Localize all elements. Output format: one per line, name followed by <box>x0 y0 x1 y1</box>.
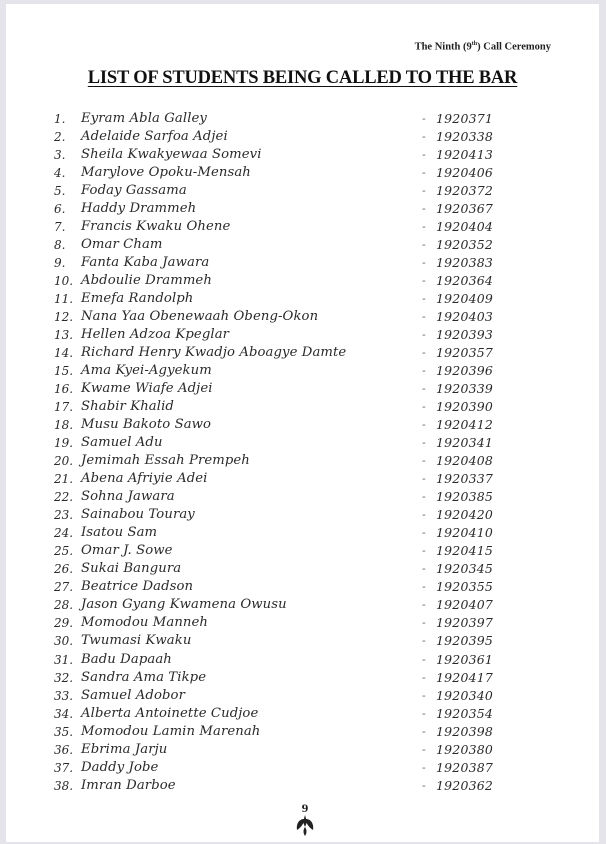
separator-dash: - <box>422 148 426 161</box>
student-row <box>6 560 599 578</box>
student-number: 35. <box>54 725 74 739</box>
student-number: 36. <box>54 743 74 757</box>
student-name: Ebrima Jarju <box>81 742 168 757</box>
separator-dash: - <box>422 382 426 395</box>
separator-dash: - <box>422 274 426 287</box>
separator-dash: - <box>422 725 426 738</box>
student-number: 10. <box>54 274 74 288</box>
registration-number: 1920337 <box>436 471 494 486</box>
student-number: 6. <box>54 202 66 216</box>
separator-dash: - <box>422 184 426 197</box>
registration-number: 1920390 <box>436 399 494 414</box>
student-number: 28. <box>54 598 74 612</box>
student-name: Musu Bakoto Sawo <box>81 417 212 432</box>
student-name: Marylove Opoku-Mensah <box>81 165 251 180</box>
student-number: 27. <box>54 580 74 594</box>
separator-dash: - <box>422 436 426 449</box>
student-row <box>6 669 599 687</box>
student-number: 24. <box>54 526 74 540</box>
student-row <box>6 218 599 236</box>
student-row <box>6 723 599 741</box>
ceremony-superscript: th <box>471 41 478 47</box>
student-name: Abdoulie Drammeh <box>81 273 212 288</box>
student-name: Sheila Kwakyewaa Somevi <box>81 147 262 162</box>
student-name: Omar Cham <box>81 237 163 252</box>
registration-number: 1920372 <box>436 183 494 198</box>
student-name: Isatou Sam <box>81 525 158 540</box>
student-number: 37. <box>54 761 74 775</box>
student-number: 14. <box>54 346 74 360</box>
separator-dash: - <box>422 526 426 539</box>
separator-dash: - <box>422 472 426 485</box>
student-name: Francis Kwaku Ohene <box>81 219 231 234</box>
student-name: Shabir Khalid <box>81 399 174 414</box>
separator-dash: - <box>422 220 426 233</box>
student-name: Samuel Adu <box>81 435 163 450</box>
document-page <box>6 4 599 842</box>
registration-number: 1920345 <box>436 561 494 576</box>
registration-number: 1920383 <box>436 255 494 270</box>
student-number: 16. <box>54 382 74 396</box>
separator-dash: - <box>422 544 426 557</box>
separator-dash: - <box>422 671 426 684</box>
student-name: Sohna Jawara <box>81 489 175 504</box>
registration-number: 1920341 <box>436 435 494 450</box>
separator-dash: - <box>422 202 426 215</box>
separator-dash: - <box>422 490 426 503</box>
student-row <box>6 398 599 416</box>
student-name: Sandra Ama Tikpe <box>81 670 207 685</box>
registration-number: 1920357 <box>436 345 494 360</box>
student-name: Twumasi Kwaku <box>81 633 192 648</box>
registration-number: 1920354 <box>436 706 494 721</box>
student-number: 30. <box>54 634 74 648</box>
student-name: Omar J. Sowe <box>81 543 173 558</box>
student-name: Badu Dapaah <box>81 652 172 667</box>
student-row <box>6 326 599 344</box>
student-name: Imran Darboe <box>81 778 176 793</box>
student-name: Fanta Kaba Jawara <box>81 255 210 270</box>
registration-number: 1920410 <box>436 525 494 540</box>
student-number: 4. <box>54 166 66 180</box>
student-row <box>6 687 599 705</box>
registration-number: 1920415 <box>436 543 494 558</box>
registration-number: 1920361 <box>436 652 494 667</box>
separator-dash: - <box>422 779 426 792</box>
registration-number: 1920398 <box>436 724 494 739</box>
student-row <box>6 596 599 614</box>
student-row <box>6 362 599 380</box>
student-number: 19. <box>54 436 74 450</box>
student-row <box>6 470 599 488</box>
page-title: LIST OF STUDENTS BEING CALLED TO THE BAR <box>87 68 518 88</box>
student-name: Hellen Adzoa Kpeglar <box>81 327 230 342</box>
student-row <box>6 506 599 524</box>
student-number: 1. <box>54 112 66 126</box>
student-name: Beatrice Dadson <box>81 579 194 594</box>
student-number: 9. <box>54 256 66 270</box>
student-number: 18. <box>54 418 74 432</box>
student-row <box>6 380 599 398</box>
student-number: 3. <box>54 148 66 162</box>
student-row <box>6 452 599 470</box>
student-row <box>6 759 599 777</box>
separator-dash: - <box>422 238 426 251</box>
registration-number: 1920395 <box>436 633 494 648</box>
student-number: 25. <box>54 544 74 558</box>
student-row <box>6 236 599 254</box>
registration-number: 1920355 <box>436 579 494 594</box>
student-row <box>6 200 599 218</box>
student-number: 12. <box>54 310 74 324</box>
student-row <box>6 488 599 506</box>
registration-number: 1920339 <box>436 381 494 396</box>
student-number: 22. <box>54 490 74 504</box>
registration-number: 1920371 <box>436 111 494 126</box>
student-name: Jason Gyang Kwamena Owusu <box>81 597 287 612</box>
student-name: Momodou Manneh <box>81 615 209 630</box>
student-number: 15. <box>54 364 74 378</box>
registration-number: 1920396 <box>436 363 494 378</box>
student-row <box>6 578 599 596</box>
student-name: Abena Afriyie Adei <box>81 471 208 486</box>
fleuron-icon <box>293 802 317 838</box>
separator-dash: - <box>422 689 426 702</box>
registration-number: 1920412 <box>436 417 494 432</box>
registration-number: 1920352 <box>436 237 494 252</box>
student-row <box>6 344 599 362</box>
registration-number: 1920397 <box>436 615 494 630</box>
student-row <box>6 128 599 146</box>
student-row <box>6 254 599 272</box>
ceremony-heading <box>415 41 551 53</box>
separator-dash: - <box>422 400 426 413</box>
registration-number: 1920413 <box>436 147 494 162</box>
registration-number: 1920420 <box>436 507 494 522</box>
registration-number: 1920403 <box>436 309 494 324</box>
separator-dash: - <box>422 616 426 629</box>
separator-dash: - <box>422 580 426 593</box>
student-number: 26. <box>54 562 74 576</box>
separator-dash: - <box>422 598 426 611</box>
student-name: Jemimah Essah Prempeh <box>81 453 250 468</box>
registration-number: 1920387 <box>436 760 494 775</box>
ceremony-suffix: ) Call Ceremony <box>477 41 551 53</box>
student-row <box>6 308 599 326</box>
student-name: Momodou Lamin Marenah <box>81 724 261 739</box>
student-row <box>6 524 599 542</box>
student-row <box>6 416 599 434</box>
registration-number: 1920362 <box>436 778 494 793</box>
student-number: 7. <box>54 220 66 234</box>
student-number: 11. <box>54 292 74 306</box>
registration-number: 1920417 <box>436 670 494 685</box>
registration-number: 1920338 <box>436 129 494 144</box>
student-row <box>6 777 599 795</box>
student-row <box>6 542 599 560</box>
registration-number: 1920408 <box>436 453 494 468</box>
separator-dash: - <box>422 364 426 377</box>
student-number: 32. <box>54 671 74 685</box>
student-number: 2. <box>54 130 66 144</box>
student-row <box>6 614 599 632</box>
student-name: Kwame Wiafe Adjei <box>81 381 213 396</box>
registration-number: 1920340 <box>436 688 494 703</box>
separator-dash: - <box>422 761 426 774</box>
student-number: 5. <box>54 184 66 198</box>
student-row <box>6 164 599 182</box>
student-name: Alberta Antoinette Cudjoe <box>81 706 259 721</box>
separator-dash: - <box>422 653 426 666</box>
student-row <box>6 741 599 759</box>
student-name: Ama Kyei-Agyekum <box>81 363 212 378</box>
student-row <box>6 434 599 452</box>
separator-dash: - <box>422 346 426 359</box>
student-name: Samuel Adobor <box>81 688 185 703</box>
registration-number: 1920409 <box>436 291 494 306</box>
separator-dash: - <box>422 130 426 143</box>
student-row <box>6 651 599 669</box>
student-number: 33. <box>54 689 74 703</box>
separator-dash: - <box>422 418 426 431</box>
registration-number: 1920406 <box>436 165 494 180</box>
student-number: 13. <box>54 328 74 342</box>
student-number: 17. <box>54 400 74 414</box>
student-row <box>6 290 599 308</box>
separator-dash: - <box>422 743 426 756</box>
student-number: 31. <box>54 653 74 667</box>
student-number: 21. <box>54 472 74 486</box>
student-name: Nana Yaa Obenewaah Obeng-Okon <box>81 309 319 324</box>
registration-number: 1920364 <box>436 273 494 288</box>
registration-number: 1920367 <box>436 201 494 216</box>
student-row <box>6 272 599 290</box>
student-number: 38. <box>54 779 74 793</box>
separator-dash: - <box>422 256 426 269</box>
student-name: Emefa Randolph <box>81 291 194 306</box>
registration-number: 1920404 <box>436 219 494 234</box>
student-number: 8. <box>54 238 66 252</box>
student-name: Sainabou Touray <box>81 507 195 522</box>
separator-dash: - <box>422 508 426 521</box>
student-name: Daddy Jobe <box>81 760 159 775</box>
student-name: Eyram Abla Galley <box>81 111 207 126</box>
student-name: Richard Henry Kwadjo Aboagye Damte <box>81 345 347 360</box>
separator-dash: - <box>422 634 426 647</box>
separator-dash: - <box>422 310 426 323</box>
registration-number: 1920393 <box>436 327 494 342</box>
student-row <box>6 705 599 723</box>
registration-number: 1920380 <box>436 742 494 757</box>
student-row <box>6 182 599 200</box>
student-name: Haddy Drammeh <box>81 201 197 216</box>
separator-dash: - <box>422 292 426 305</box>
student-row <box>6 632 599 650</box>
student-number: 23. <box>54 508 74 522</box>
separator-dash: - <box>422 562 426 575</box>
student-row <box>6 110 599 128</box>
student-name: Sukai Bangura <box>81 561 182 576</box>
registration-number: 1920407 <box>436 597 494 612</box>
student-number: 29. <box>54 616 74 630</box>
page-number: 9 <box>301 804 309 815</box>
student-number: 34. <box>54 707 74 721</box>
student-name: Adelaide Sarfoa Adjei <box>81 129 228 144</box>
student-name: Foday Gassama <box>81 183 187 198</box>
student-row <box>6 146 599 164</box>
student-number: 20. <box>54 454 74 468</box>
separator-dash: - <box>422 328 426 341</box>
registration-number: 1920385 <box>436 489 494 504</box>
separator-dash: - <box>422 112 426 125</box>
ceremony-prefix: The Ninth (9 <box>414 41 472 53</box>
separator-dash: - <box>422 454 426 467</box>
separator-dash: - <box>422 166 426 179</box>
separator-dash: - <box>422 707 426 720</box>
